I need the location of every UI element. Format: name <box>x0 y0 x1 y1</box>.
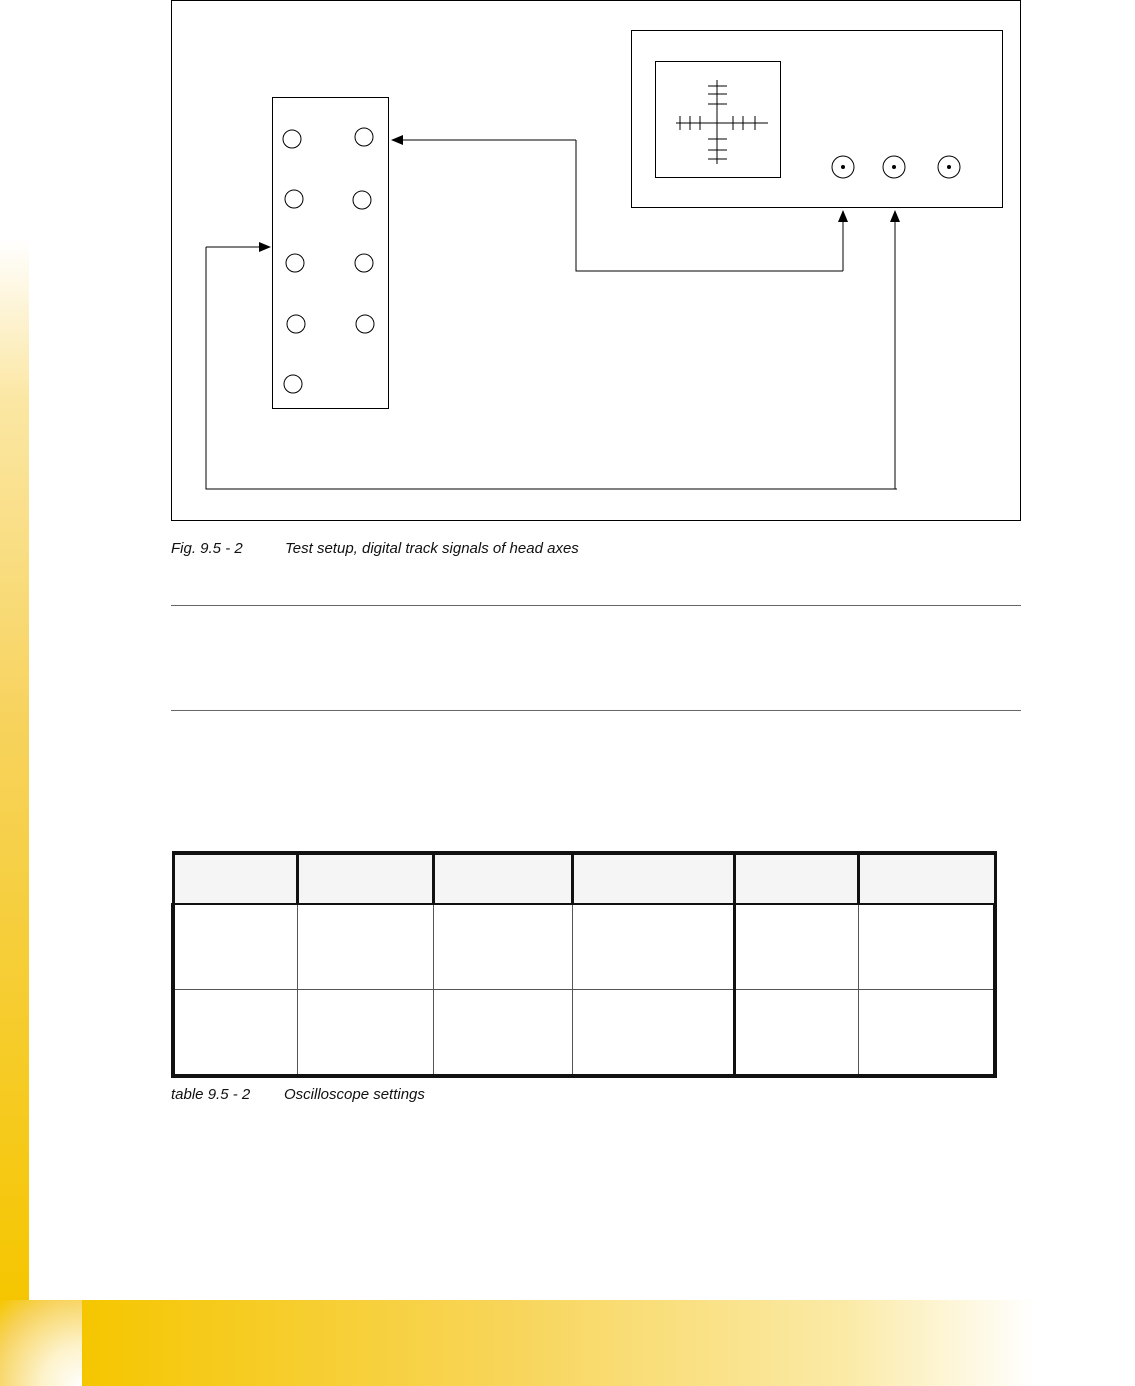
connector-socket <box>355 128 373 146</box>
connector-socket <box>284 375 302 393</box>
connector-socket <box>285 190 303 208</box>
table-cell <box>297 904 433 990</box>
connector-socket <box>286 254 304 272</box>
table-number: table 9.5 - 2 <box>171 1086 251 1103</box>
header-cell <box>572 853 734 904</box>
header-cell <box>734 853 858 904</box>
figure-number: Fig. 9.5 - 2 <box>171 540 243 557</box>
table-cell <box>734 904 858 990</box>
figure-caption: Test setup, digital track signals of head axes <box>285 540 579 557</box>
connector-socket <box>287 315 305 333</box>
connector-socket <box>356 315 374 333</box>
table-header-row <box>173 853 995 904</box>
connector-socket <box>353 191 371 209</box>
connector-panel <box>273 98 389 409</box>
table-cell <box>572 904 734 990</box>
table-cell <box>173 990 297 1077</box>
header-cell <box>297 853 433 904</box>
divider-top <box>171 605 1021 606</box>
table-cell <box>858 904 995 990</box>
table-row <box>173 990 995 1077</box>
table-cell <box>433 904 572 990</box>
header-cell <box>858 853 995 904</box>
connector-socket <box>283 130 301 148</box>
table-cell <box>173 904 297 990</box>
table-cell <box>572 990 734 1077</box>
connector-socket <box>355 254 373 272</box>
table-cell <box>858 990 995 1077</box>
table-cell <box>297 990 433 1077</box>
header-cell <box>433 853 572 904</box>
table-cell <box>433 990 572 1077</box>
oscilloscope-screen <box>656 62 781 178</box>
divider-bottom <box>171 710 1021 711</box>
oscilloscope <box>632 31 1003 208</box>
table-row <box>173 904 995 990</box>
oscilloscope-settings-table <box>171 851 997 1078</box>
table-caption: Oscilloscope settings <box>284 1086 425 1103</box>
oscilloscope-input-jacks <box>832 156 960 178</box>
header-cell <box>173 853 297 904</box>
table-cell <box>734 990 858 1077</box>
